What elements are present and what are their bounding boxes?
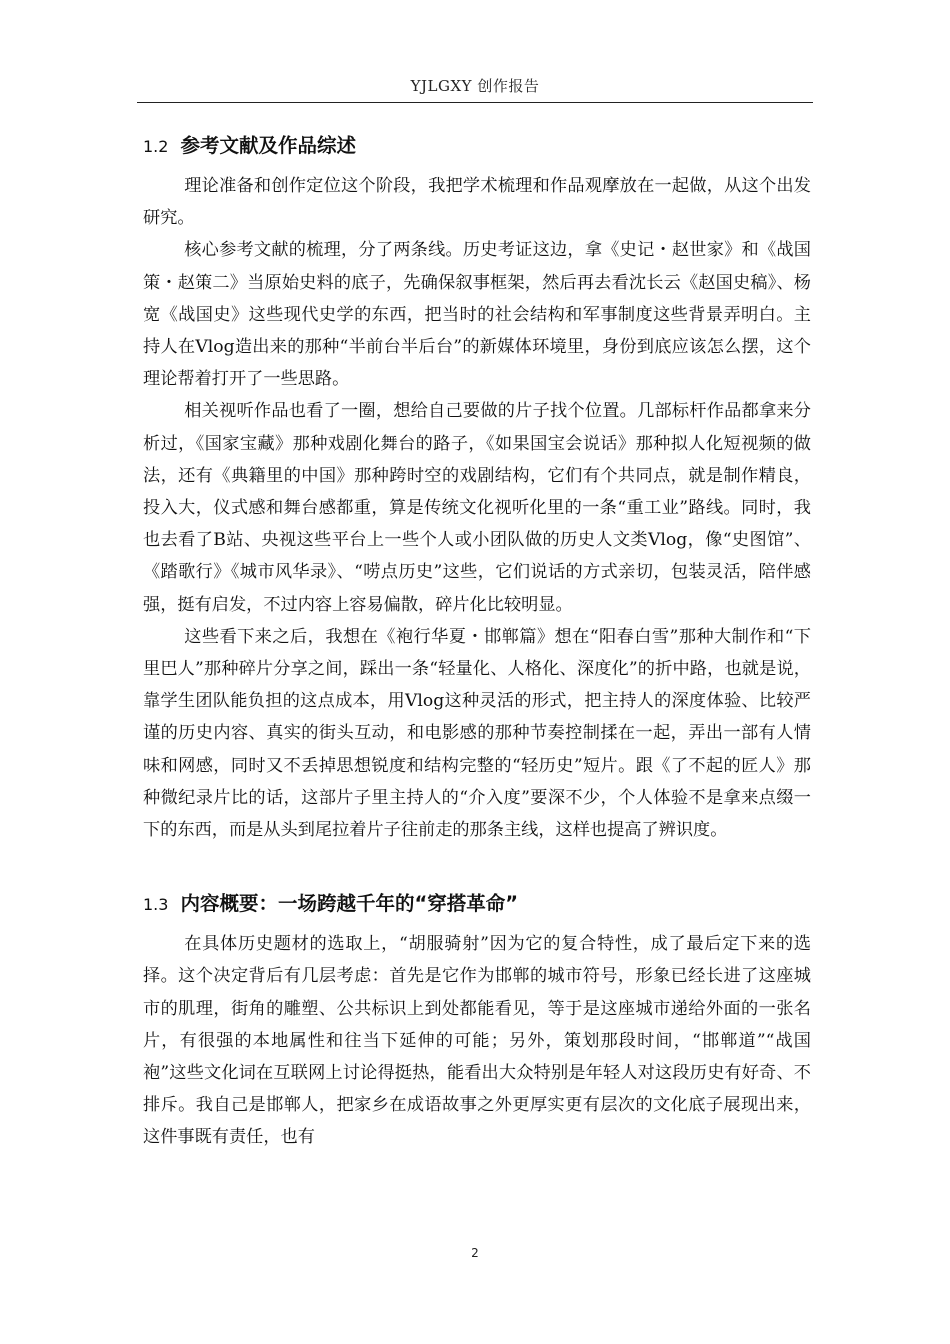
paragraph: 在具体历史题材的选取上，“胡服骑射”因为它的复合特性，成了最后定下来的选择。这个决定背后有几层考虑：首先是它作为邯郸的城市符号，形象已经长进了这座城市的肌理，街角的雕塑、公共标识上到处都能看见，等于是这座城市递给外面的一张名片，有很强的本地属性和往当下延伸的可能；另外，策划那段时间，“邯郸道”“战国袍”这些文化词在互联网上讨论得挺热，能看出大众特别是年轻人对这段历史有好奇、不排斥。我自己是邯郸人，把家乡在成语故事之外更厚实更有层次的文化底子展现出来，这件事既有责任，也有 [143, 934, 811, 1148]
document-body [143, 128, 811, 1154]
section-heading-1-2 [143, 128, 811, 164]
page-number: 2 [471, 1246, 479, 1260]
section-heading-1-3 [143, 886, 811, 922]
section-number: 1.2 [143, 137, 169, 156]
paragraph: 核心参考文献的梳理，分了两条线。历史考证这边，拿《史记・赵世家》和《战国策・赵策二》当原始史料的底子，先确保叙事框架，然后再去看沈长云《赵国史稿》、杨宽《战国史》这些现代史学的东西，把当时的社会结构和军事制度这些背景弄明白。主持人在Vlog造出来的那种“半前台半后台”的新媒体环境里，身份到底应该怎么摆，这个理论帮着打开了一些思路。 [143, 240, 811, 390]
header-title: YJLGXY 创作报告 [410, 77, 540, 95]
paragraph: 这些看下来之后，我想在《袍行华夏・邯郸篇》想在“阳春白雪”那种大制作和“下里巴人”那种碎片分享之间，踩出一条“轻量化、人格化、深度化”的折中路，也就是说，靠学生团队能负担的这点成本，用Vlog这种灵活的形式，把主持人的深度体验、比较严谨的历史内容、真实的街头互动，和电影感的那种节奏控制揉在一起，弄出一部有人情味和网感，同时又不丢掉思想锐度和结构完整的“轻历史”短片。跟《了不起的匠人》那种微纪录片比的话，这部片子里主持人的“介入度”要深不少，个人体验不是拿来点缀一下的东西，而是从头到尾拉着片子往前走的那条主线，这样也提高了辨识度。 [143, 626, 811, 841]
paragraph: 理论准备和创作定位这个阶段，我把学术梳理和作品观摩放在一起做，从这个出发研究。 [143, 176, 811, 229]
section-spacer [143, 846, 811, 886]
section-number: 1.3 [143, 895, 169, 915]
section-title: 参考文献及作品综述 [180, 134, 356, 157]
page-header [137, 70, 813, 103]
section-title: 内容概要：一场跨越千年的“穿搭革命” [180, 892, 519, 916]
paragraph: 相关视听作品也看了一圈，想给自己要做的片子找个位置。几部标杆作品都拿来分析过，《国家宝藏》那种戏剧化舞台的路子，《如果国宝会说话》那种拟人化短视频的做法，还有《典籍里的中国》那种跨时空的戏剧结构，它们有个共同点，就是制作精良，投入大，仪式感和舞台感都重，算是传统文化视听化里的一条“重工业”路线。同时，我也去看了B站、央视这些平台上一些个人或小团队做的历史人文类Vlog，像“史图馆”、《踏歌行》《城市风华录》、“唠点历史”这些，它们说话的方式亲切，包装灵活，陪伴感强，挺有启发，不过内容上容易偏散，碎片化比较明显。 [143, 401, 811, 615]
